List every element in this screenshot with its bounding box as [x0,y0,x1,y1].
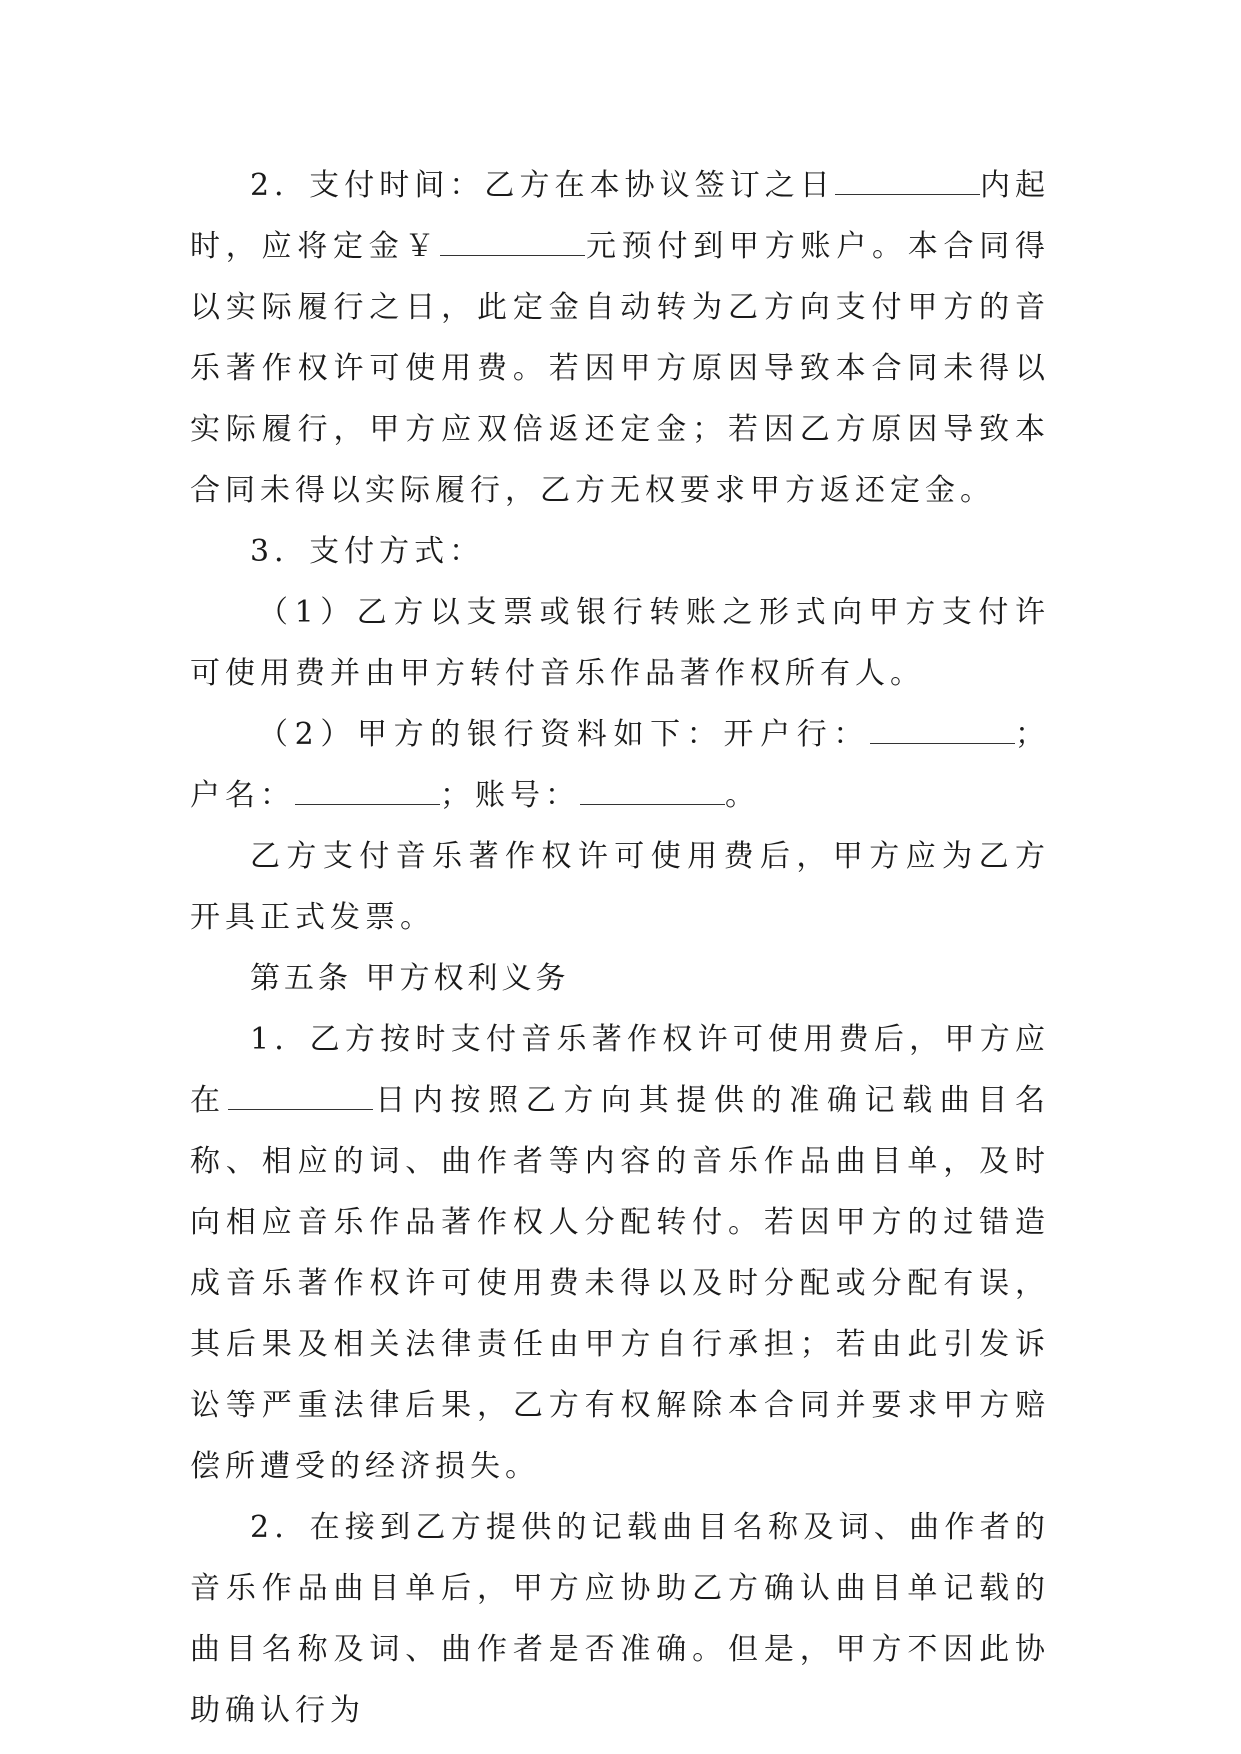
blank-days-field [228,1085,373,1110]
document-page [190,155,1050,1741]
paragraph-party-a-duty-1 [190,1009,1050,1497]
text-segment: 日内按照乙方向其提供的准确记载曲目名称、相应的词、曲作者等内容的音乐作品曲目单，及时向相应音乐作品著作权人分配转付。若因甲方的过错造成音乐著作权许可使用费未得以及时分配或分配有误，其后果及相关法律责任由甲方自行承担；若由此引发诉讼等严重法律后果，乙方有权解除本合同并要求甲方赔偿所遭受的经济损失。 [190,1083,1051,1484]
text-segment: ；户名： [190,717,1050,813]
text-segment: 元预付到甲方账户。本合同得以实际履行之日，此定金自动转为乙方向支付甲方的音乐著作权许可使用费。若因甲方原因导致本合同未得以实际履行，甲方应双倍返还定金；若因乙方原因导致本合同未得以实际履行，乙方无权要求甲方返还定金。 [190,229,1050,508]
paragraph-party-a-duty-2: 2．在接到乙方提供的记载曲目名称及词、曲作者的音乐作品曲目单后，甲方应协助乙方确认曲目单记载的曲目名称及词、曲作者是否准确。但是，甲方不因此协助确认行为 [190,1510,1050,1728]
blank-deposit-amount-field [440,231,585,256]
text-segment: 2．支付时间：乙方在本协议签订之日 [250,168,835,203]
paragraph-payment-method-1: （1）乙方以支票或银行转账之形式向甲方支付许可使用费并由甲方转付音乐作品著作权所有人。 [190,595,1050,691]
text-segment: ；账号： [440,778,580,813]
text-segment: 。 [725,778,760,813]
text-segment: 1．乙方按时支付音乐著作权许可使用费后，甲方应在 [190,1022,1050,1118]
paragraph-payment-method: 3．支付方式： [250,534,485,569]
section-heading-article-5: 第五条 甲方权利义务 [250,961,570,996]
paragraph-invoice: 乙方支付音乐著作权许可使用费后，甲方应为乙方开具正式发票。 [190,839,1050,935]
blank-account-name-field [295,780,440,805]
text-segment: （2）甲方的银行资料如下：开户行： [258,717,870,752]
blank-days-field [835,170,980,195]
blank-bank-field [870,719,1015,744]
blank-account-number-field [580,780,725,805]
paragraph-bank-info [190,704,1050,826]
text-segment: 内起时，应将定金￥ [190,168,1051,264]
paragraph-payment-time [190,155,1050,521]
